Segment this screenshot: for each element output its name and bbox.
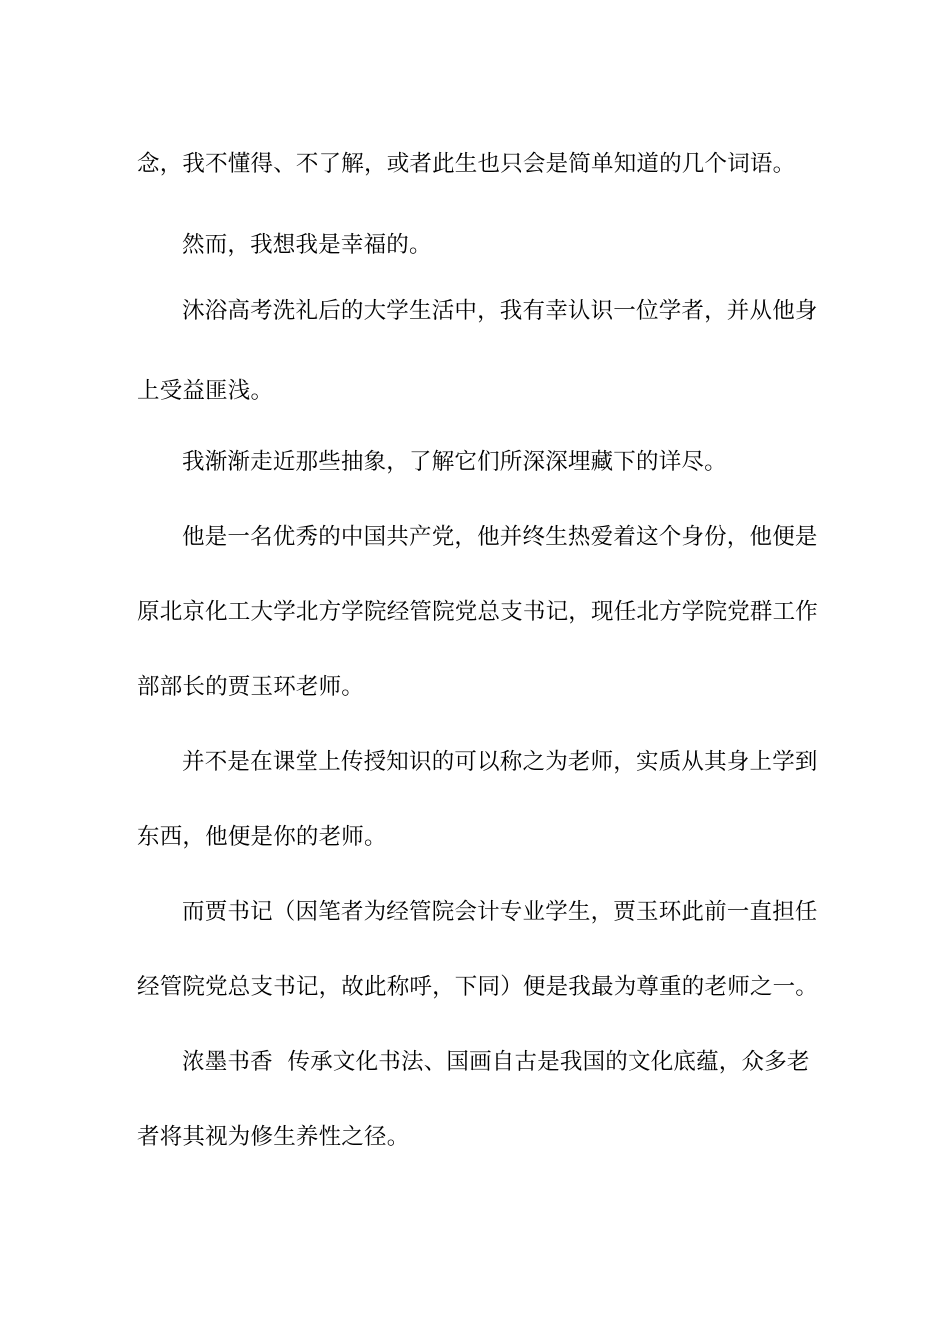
paragraph-line: 原北京化工大学北方学院经管院党总支书记，现任北方学院党群工作 (137, 599, 819, 625)
paragraph-line: 我渐渐走近那些抽象，了解它们所深深埋藏下的详尽。 (182, 449, 727, 475)
paragraph-line: 浓墨书香 传承文化书法、国画自古是我国的文化底蕴，众多老 (182, 1049, 810, 1075)
paragraph-line: 上受益匪浅。 (137, 378, 274, 404)
paragraph-line: 沐浴高考洗礼后的大学生活中，我有幸认识一位学者，并从他身 (182, 298, 818, 324)
paragraph-line: 然而，我想我是幸福的。 (182, 232, 432, 258)
paragraph-line: 并不是在课堂上传授知识的可以称之为老师，实质从其身上学到 (182, 749, 818, 775)
paragraph-line: 而贾书记（因笔者为经管院会计专业学生，贾玉环此前一直担任 (182, 899, 818, 925)
paragraph-line: 念，我不懂得、不了解，或者此生也只会是简单知道的几个词语。 (137, 151, 796, 177)
paragraph-line: 者将其视为修生养性之径。 (137, 1124, 410, 1150)
paragraph-line: 部部长的贾玉环老师。 (137, 674, 365, 700)
paragraph-line: 他是一名优秀的中国共产党，他并终生热爱着这个身份，他便是 (182, 524, 818, 550)
paragraph-line: 东西，他便是你的老师。 (137, 824, 387, 850)
paragraph-line: 经管院党总支书记，故此称呼，下同）便是我最为尊重的老师之一。 (137, 974, 819, 1000)
